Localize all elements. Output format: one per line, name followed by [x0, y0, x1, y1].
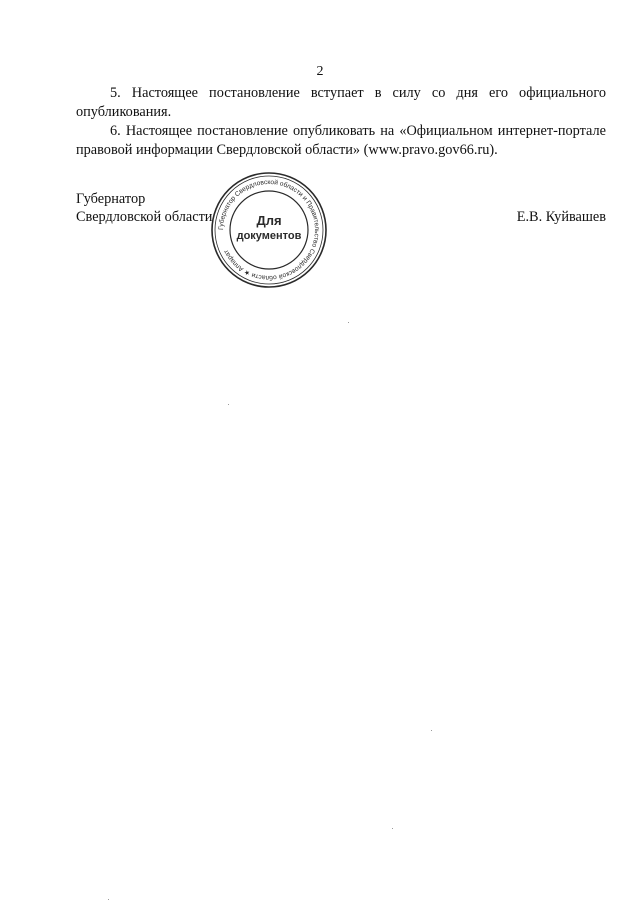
paragraph-6: 6. Настоящее постановление опубликовать на «Официальном интернет-портале правовой информации Свердловской области» (www.pravo.gov66.ru).	[76, 123, 606, 158]
stamp-center-line-2: документов	[236, 230, 302, 242]
scan-speck	[392, 828, 393, 829]
page-number: 2	[316, 64, 324, 79]
signatory-position	[76, 190, 212, 226]
scan-speck	[228, 404, 229, 405]
official-stamp-seal	[210, 171, 328, 289]
position-line-1: Губернатор	[76, 191, 146, 207]
scan-speck	[431, 730, 432, 731]
stamp-ring-text: Губернатор Свердловской области и Правительство Свердловской области ★ Аппарат	[217, 178, 321, 282]
stamp-center-line-1: Для	[256, 213, 282, 228]
paragraph-5: 5. Настоящее постановление вступает в силу со дня его официального опубликования.	[76, 85, 606, 120]
signatory-name: Е.В. Куйвашев	[516, 209, 606, 225]
scan-speck	[348, 322, 349, 323]
position-line-2: Свердловской области	[76, 209, 213, 225]
scan-speck	[108, 899, 109, 900]
document-body	[76, 84, 606, 160]
